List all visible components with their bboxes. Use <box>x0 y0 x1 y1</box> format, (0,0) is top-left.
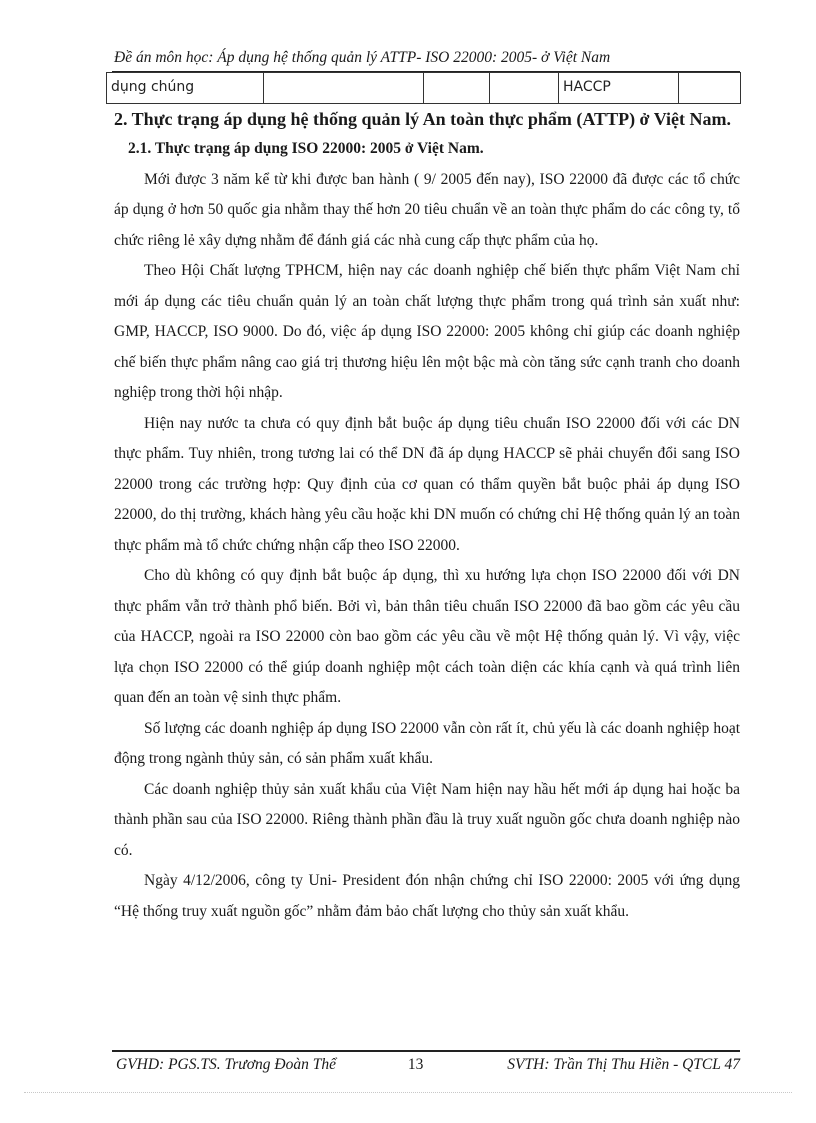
table-cell <box>679 73 741 104</box>
paragraph: Cho dù không có quy định bắt buộc áp dụng, thì xu hướng lựa chọn ISO 22000 đối với DN thực phẩm vẫn trở thành phổ biến. Bởi vì, bản thân tiêu chuẩn ISO 22000 đã bao gồm các yêu cầu của HACCP, ngoài ra ISO 22000 còn bao gồm các yêu cầu về một Hệ thống quản lý. Vì vậy, việc lựa chọn ISO 22000 có thể giúp doanh nghiệp một cách toàn diện các khía cạnh và quá trình liên quan đến an toàn vệ sinh thực phẩm. <box>114 567 740 706</box>
page-footer <box>116 1054 740 1076</box>
footer-rule <box>112 1050 740 1052</box>
document-body <box>114 104 740 927</box>
paragraph: Ngày 4/12/2006, công ty Uni- President đón nhận chứng chỉ ISO 22000: 2005 với ứng dụng “Hệ thống truy xuất nguồn gốc” nhằm đảm bảo chất lượng cho thủy sản xuất khẩu. <box>114 872 740 920</box>
subsection-heading: 2.1. Thực trạng áp dụng ISO 22000: 2005 ở Việt Nam. <box>128 140 484 157</box>
footer-supervisor: GVHD: PGS.TS. Trương Đoàn Thể <box>116 1056 336 1073</box>
footer-student: SVTH: Trần Thị Thu Hiền - QTCL 47 <box>507 1056 740 1073</box>
table-row <box>107 73 741 104</box>
page-header: Đề án môn học: Áp dụng hệ thống quản lý ATTP- ISO 22000: 2005- ở Việt Nam <box>114 49 611 66</box>
table-cell: dụng chúng <box>107 73 264 104</box>
table-cell <box>264 73 424 104</box>
paragraph: Số lượng các doanh nghiệp áp dụng ISO 22000 vẫn còn rất ít, chủ yếu là các doanh nghiệp hoạt động trong ngành thủy sản, có sản phẩm xuất khẩu. <box>114 719 740 767</box>
table-cell: HACCP <box>559 73 679 104</box>
table-cell <box>424 73 490 104</box>
continued-table <box>106 72 741 104</box>
paragraph: Theo Hội Chất lượng TPHCM, hiện nay các doanh nghiệp chế biến thực phẩm Việt Nam chỉ mới áp dụng các tiêu chuẩn quản lý an toàn chất lượng thực phẩm trong quá trình sản xuất như: GMP, HACCP, ISO 9000. Do đó, việc áp dụng ISO 22000: 2005 không chỉ giúp các doanh nghiệp chế biến thực phẩm nâng cao giá trị thương hiệu lên một bậc mà còn tăng sức cạnh tranh cho doanh nghiệp trong thời hội nhập. <box>114 262 740 401</box>
table-cell <box>490 73 559 104</box>
page-edge-divider <box>24 1092 792 1093</box>
section-heading: 2. Thực trạng áp dụng hệ thống quản lý An toàn thực phẩm (ATTP) ở Việt Nam. <box>114 109 732 129</box>
paragraph: Mới được 3 năm kể từ khi được ban hành ( 9/ 2005 đến nay), ISO 22000 đã được các tổ chức áp dụng ở hơn 50 quốc gia nhằm thay thế hơn 20 tiêu chuẩn về an toàn thực phẩm do các công ty, tổ chức riêng lẻ xây dựng nhằm để đánh giá các nhà cung cấp thực phẩm của họ. <box>114 170 740 249</box>
paragraph: Hiện nay nước ta chưa có quy định bắt buộc áp dụng tiêu chuẩn ISO 22000 đối với các DN thực phẩm. Tuy nhiên, trong tương lai có thể DN đã áp dụng HACCP sẽ phải chuyển đổi sang ISO 22000 trong các trường hợp: Quy định của cơ quan có thẩm quyền bắt buộc phải áp dụng ISO 22000, do thị trường, khách hàng yêu cầu hoặc khi DN muốn có chứng chỉ Hệ thống quản lý an toàn thực phẩm mà tổ chức chứng nhận cấp theo ISO 22000. <box>114 414 740 554</box>
paragraph: Các doanh nghiệp thủy sản xuất khẩu của Việt Nam hiện nay hầu hết mới áp dụng hai hoặc ba thành phần sau của ISO 22000. Riêng thành phần đầu là truy xuất nguồn gốc chưa doanh nghiệp nào có. <box>114 780 740 859</box>
page-number: 13 <box>407 1056 424 1073</box>
